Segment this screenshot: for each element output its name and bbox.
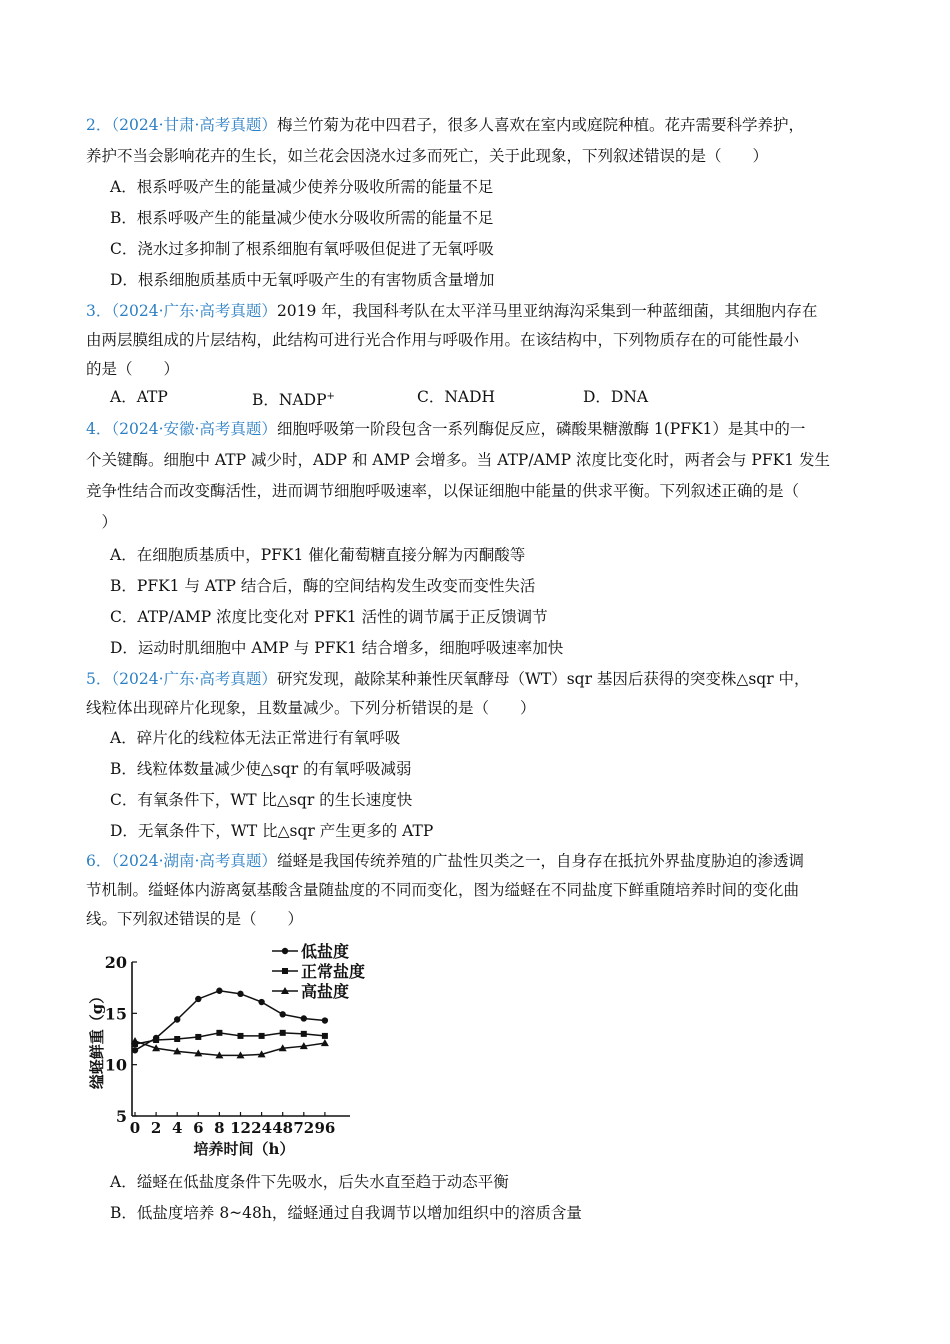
series-line-triangle xyxy=(135,1041,325,1055)
q2-number: 2． xyxy=(86,116,112,134)
data-point-circle xyxy=(322,1017,328,1023)
q3-option-d: D．DNA xyxy=(583,388,649,406)
q6-text-2: 节机制。缢蛏体内游离氨基酸含量随盐度的不同而变化，图为缢蛏在不同盐度下鲜重随培养时间的变化曲 xyxy=(86,881,800,899)
data-point-circle xyxy=(132,1047,138,1053)
data-point-square xyxy=(238,1033,244,1039)
data-point-square xyxy=(153,1037,159,1043)
q4-option-c: C．ATP/AMP 浓度比变化对 PFK1 活性的调节属于正反馈调节 xyxy=(110,608,548,626)
x-tick-label: 12 xyxy=(230,1119,251,1137)
q6-option-b: B．低盐度培养 8~48h，缢蛏通过自我调节以增加组织中的溶质含量 xyxy=(110,1204,582,1222)
q3-text-2: 由两层膜组成的片层结构，此结构可进行光合作用与呼吸作用。在该结构中，下列物质存在的可能性最小 xyxy=(86,331,800,349)
q5-option-d: D．无氧条件下，WT 比△sqr 产生更多的 ATP xyxy=(110,822,434,840)
q6-source: （2024·湖南·高考真题） xyxy=(111,852,277,870)
q4-text-4: ） xyxy=(86,513,118,531)
q2-option-c: C．浇水过多抑制了根系细胞有氧呼吸但促进了无氧呼吸 xyxy=(110,240,494,258)
x-tick-label: 2 xyxy=(150,1119,162,1137)
y-axis-label: 缢蛏鲜重（g） xyxy=(88,988,106,1090)
x-tick-label: 0 xyxy=(129,1119,141,1137)
x-tick-label: 96 xyxy=(314,1119,336,1137)
data-point-circle xyxy=(174,1016,180,1022)
legend-marker-square xyxy=(282,968,288,974)
q4-option-b: B．PFK1 与 ATP 结合后，酶的空间结构发生改变而变性失活 xyxy=(110,577,536,595)
data-point-circle xyxy=(216,988,222,994)
x-tick-label: 4 xyxy=(171,1119,183,1137)
data-point-circle xyxy=(195,996,201,1002)
data-point-circle xyxy=(280,1011,286,1017)
q5-line-1 xyxy=(86,669,810,689)
fresh-weight-line-chart xyxy=(84,938,384,1160)
data-point-circle xyxy=(237,991,243,997)
q4-line-1 xyxy=(86,419,805,439)
y-tick-label: 5 xyxy=(115,1107,127,1126)
q3-number: 3． xyxy=(86,302,112,320)
x-tick-label: 24 xyxy=(251,1119,273,1137)
q3-option-b xyxy=(252,387,335,410)
q4-option-a: A．在细胞质基质中，PFK1 催化葡萄糖直接分解为丙酮酸等 xyxy=(110,546,526,564)
x-axis-label: 培养时间（h） xyxy=(193,1140,295,1158)
data-point-square xyxy=(280,1030,286,1036)
q4-text-1: 细胞呼吸第一阶段包含一系列酶促反应，磷酸果糖激酶 1(PFK1）是其中的一 xyxy=(276,420,806,438)
x-tick-label: 72 xyxy=(293,1119,315,1137)
data-point-square xyxy=(216,1030,222,1036)
y-tick-label: 20 xyxy=(104,953,127,972)
q3-text-1: 2019 年，我国科考队在太平洋马里亚纳海沟采集到一种蓝细菌，其细胞内存在 xyxy=(276,302,818,320)
x-tick-label: 48 xyxy=(272,1119,294,1137)
data-point-square xyxy=(259,1033,265,1039)
q5-option-c: C．有氧条件下，WT 比△sqr 的生长速度快 xyxy=(110,791,413,809)
q6-text-1: 缢蛏是我国传统养殖的广盐性贝类之一，自身存在抵抗外界盐度胁迫的渗透调 xyxy=(276,852,804,870)
legend-label-circle: 低盐度 xyxy=(301,942,350,961)
legend-label-square: 正常盐度 xyxy=(301,962,366,981)
q2-option-d: D．根系细胞质基质中无氧呼吸产生的有害物质含量增加 xyxy=(110,271,495,289)
q2-option-b: B．根系呼吸产生的能量减少使水分吸收所需的能量不足 xyxy=(110,209,494,227)
x-tick-label: 8 xyxy=(214,1119,225,1137)
q3-option-c: C．NADH xyxy=(417,388,496,406)
data-point-square xyxy=(322,1033,328,1039)
q4-number: 4． xyxy=(86,420,112,438)
q5-text-2: 线粒体出现碎片化现象，且数量减少。下列分析错误的是（ ） xyxy=(86,699,536,717)
series-line-square xyxy=(135,1033,325,1044)
q2-text-1: 梅兰竹菊为花中四君子，很多人喜欢在室内或庭院种植。花卉需要科学养护， xyxy=(276,116,804,134)
q3-text-3: 的是（ ） xyxy=(86,360,180,378)
q5-option-a: A．碎片化的线粒体无法正常进行有氧呼吸 xyxy=(110,729,401,747)
q3-source: （2024·广东·高考真题） xyxy=(111,302,277,320)
x-tick-label: 6 xyxy=(193,1119,204,1137)
data-point-square xyxy=(195,1034,201,1040)
q2-option-a: A．根系呼吸产生的能量减少使养分吸收所需的能量不足 xyxy=(110,178,494,196)
q5-source: （2024·广东·高考真题） xyxy=(111,670,277,688)
data-point-circle xyxy=(258,999,264,1005)
q3-option-b-sup: + xyxy=(326,391,335,402)
q6-text-3: 线。下列叙述错误的是（ ） xyxy=(86,910,304,928)
series-line-circle xyxy=(135,991,325,1051)
data-point-triangle xyxy=(321,1039,329,1046)
q4-source: （2024·安徽·高考真题） xyxy=(111,420,277,438)
q3-option-b-text: B．NADP xyxy=(252,391,327,410)
y-tick-label: 10 xyxy=(104,1055,127,1075)
q3-line-1 xyxy=(86,301,817,321)
q3-option-a: A．ATP xyxy=(110,388,168,406)
q6-number: 6． xyxy=(86,852,112,870)
q4-text-2: 个关键酶。细胞中 ATP 减少时，ADP 和 AMP 会增多。当 ATP/AMP 浓度比变化时，两者会与 PFK1 发生 xyxy=(86,451,830,469)
q5-text-1: 研究发现，敲除某种兼性厌氧酵母（WT）sqr 基因后获得的突变株△sqr 中， xyxy=(276,670,810,688)
y-tick-label: 15 xyxy=(104,1004,127,1024)
legend-label-triangle: 高盐度 xyxy=(301,982,350,1001)
q4-option-d: D．运动时肌细胞中 AMP 与 PFK1 结合增多，细胞呼吸速率加快 xyxy=(110,639,564,657)
q5-option-b: B．线粒体数量减少使△sqr 的有氧呼吸减弱 xyxy=(110,760,412,778)
q6-line-1 xyxy=(86,851,804,871)
q5-number: 5． xyxy=(86,670,112,688)
data-point-square xyxy=(174,1036,180,1042)
q6-option-a: A．缢蛏在低盐度条件下先吸水，后失水直至趋于动态平衡 xyxy=(110,1173,509,1191)
legend-marker-circle xyxy=(282,948,288,954)
q4-text-3: 竞争性结合而改变酶活性，进而调节细胞呼吸速率，以保证细胞中能量的供求平衡。下列叙述正确的是（ xyxy=(86,482,800,500)
data-point-square xyxy=(301,1031,307,1037)
q2-source: （2024·甘肃·高考真题） xyxy=(111,116,277,134)
q2-text-2: 养护不当会影响花卉的生长，如兰花会因浇水过多而死亡，关于此现象，下列叙述错误的是（ ） xyxy=(86,147,769,165)
data-point-circle xyxy=(301,1015,307,1021)
q2-line-1 xyxy=(86,115,804,135)
